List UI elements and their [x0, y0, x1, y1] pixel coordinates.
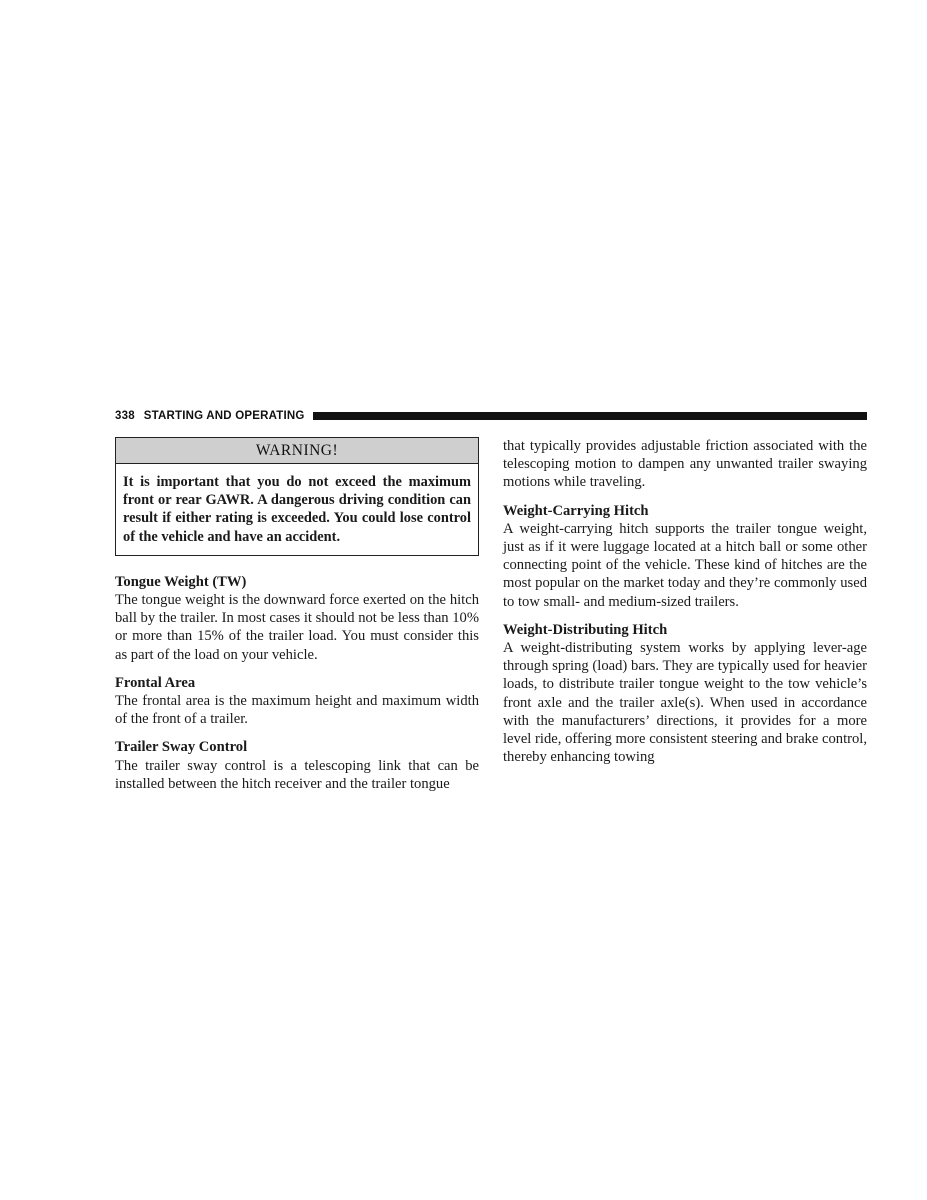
warning-box: [115, 437, 479, 556]
paragraph-weight-carrying-hitch: A weight-carrying hitch supports the trailer tongue weight, just as if it were luggage located at a hitch ball or some other connecting point of the vehicle. These kind of hitches are the most popular on the market today and they’re commonly used to tow small- and medium-sized trailers.: [503, 520, 867, 610]
heading-weight-carrying-hitch: Weight-Carrying Hitch: [503, 502, 649, 519]
page-number: 338: [115, 410, 135, 422]
left-column: [115, 437, 479, 803]
paragraph-frontal-area: The frontal area is the maximum height and maximum width of the front of a trailer.: [115, 693, 479, 728]
heading-trailer-sway-control: Trailer Sway Control: [115, 739, 248, 756]
section-title: STARTING AND OPERATING: [143, 410, 305, 422]
header-rule: [313, 412, 867, 420]
heading-frontal-area: Frontal Area: [115, 674, 196, 691]
heading-tongue-weight: Tongue Weight (TW): [115, 573, 247, 590]
warning-title: WARNING!: [116, 438, 478, 464]
page-header: [115, 408, 867, 424]
paragraph-trailer-sway-control: The trailer sway control is a telescoping link that can be installed between the hitch receiver and the trailer tongue: [115, 757, 479, 792]
warning-text: It is important that you do not exceed the maximum front or rear GAWR. A dangerous driving condition can result if either rating is exceeded. You could lose control of the vehicle and have an accident.: [123, 474, 471, 545]
paragraph-weight-distributing-hitch: A weight-distributing system works by applying lever-age through spring (load) bars. They are typically used for heavier loads, to distribute trailer tongue weight to the tow vehicle’s front axle and the trailer axle(s). When used in accordance with the manufacturers’ directions, it provides for a more level ride, offering more consistent steering and brake control, thereby enhancing towing: [503, 640, 867, 766]
heading-weight-distributing-hitch: Weight-Distributing Hitch: [503, 621, 668, 638]
paragraph-tongue-weight: The tongue weight is the downward force exerted on the hitch ball by the trailer. In most cases it should not be less than 10% or more than 15% of the trailer load. You must consider this as part of the load on your vehicle.: [115, 592, 479, 663]
paragraph-sway-continued: that typically provides adjustable friction associated with the telescoping motion to dampen any unwanted trailer swaying motions while traveling.: [503, 438, 867, 491]
right-column: [503, 437, 867, 776]
